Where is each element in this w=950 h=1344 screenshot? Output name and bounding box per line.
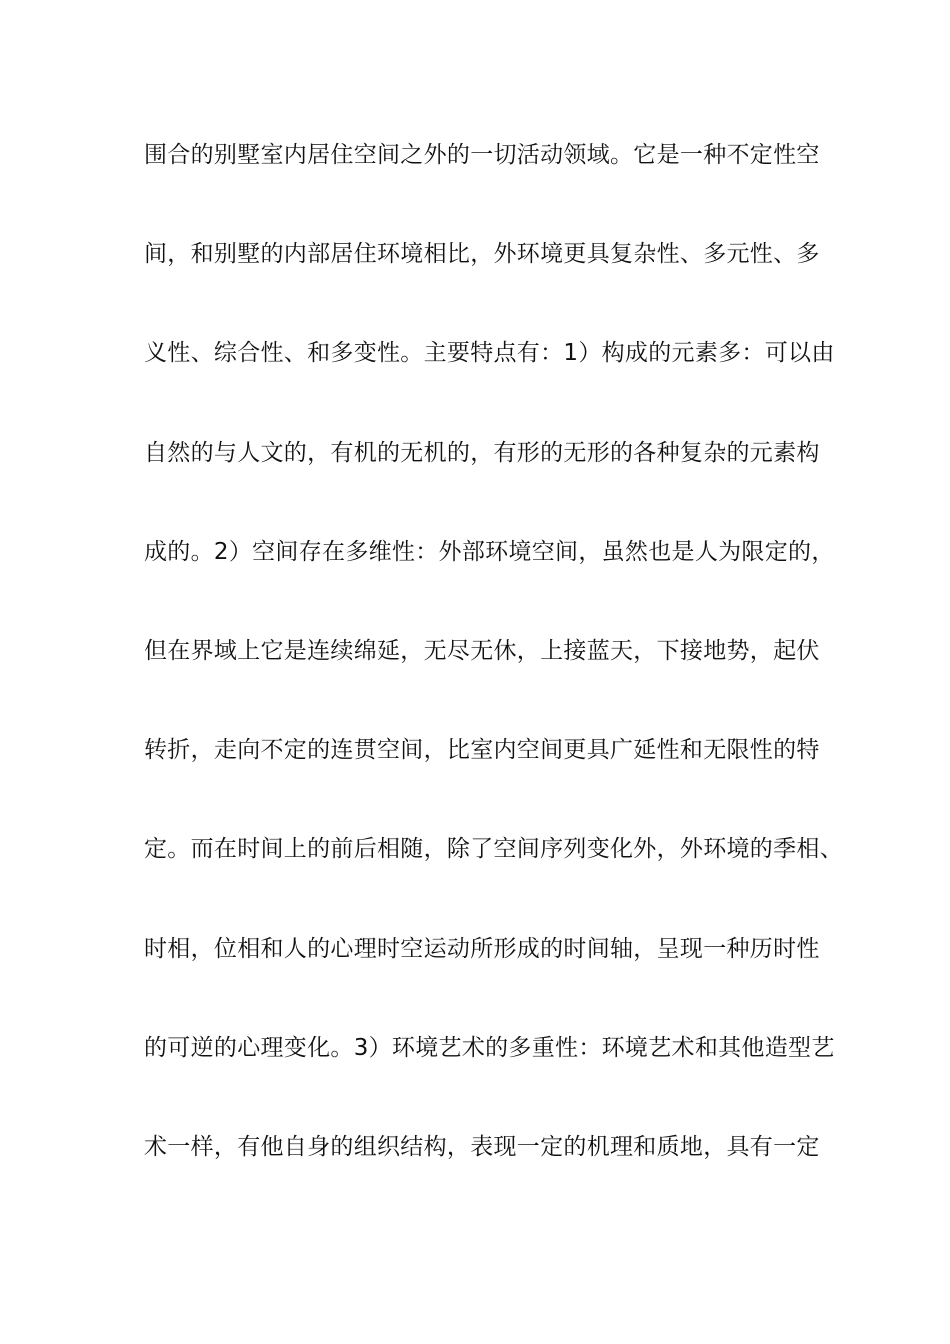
text-line: 间，和别墅的内部居住环境相比，外环境更具复杂性、多元性、多 [144, 241, 820, 268]
text-line: 时相，位相和人的心理时空运动所形成的时间轴，呈现一种历时性 [144, 935, 820, 962]
text-line: 但在界域上它是连续绵延，无尽无休，上接蓝天，下接地势，起伏 [144, 637, 820, 664]
text-line: 定。而在时间上的前后相随，除了空间序列变化外，外环境的季相、 [144, 836, 843, 863]
text-line: 的可逆的心理变化。3）环境艺术的多重性：环境艺术和其他造型艺 [144, 1034, 835, 1061]
text-line: 自然的与人文的，有机的无机的，有形的无形的各种复杂的元素构 [144, 439, 820, 466]
text-line: 围合的别墅室内居住空间之外的一切活动领域。它是一种不定性空 [144, 142, 820, 168]
text-line: 成的。2）空间存在多维性：外部环境空间，虽然也是人为限定的， [144, 538, 835, 565]
body-text [144, 131, 843, 1222]
text-line: 义性、综合性、和多变性。主要特点有：1）构成的元素多：可以由 [144, 340, 835, 367]
text-line: 术一样，有他自身的组织结构，表现一定的机理和质地，具有一定 [144, 1133, 820, 1160]
text-line: 转折，走向不定的连贯空间，比室内空间更具广延性和无限性的特 [144, 737, 820, 764]
